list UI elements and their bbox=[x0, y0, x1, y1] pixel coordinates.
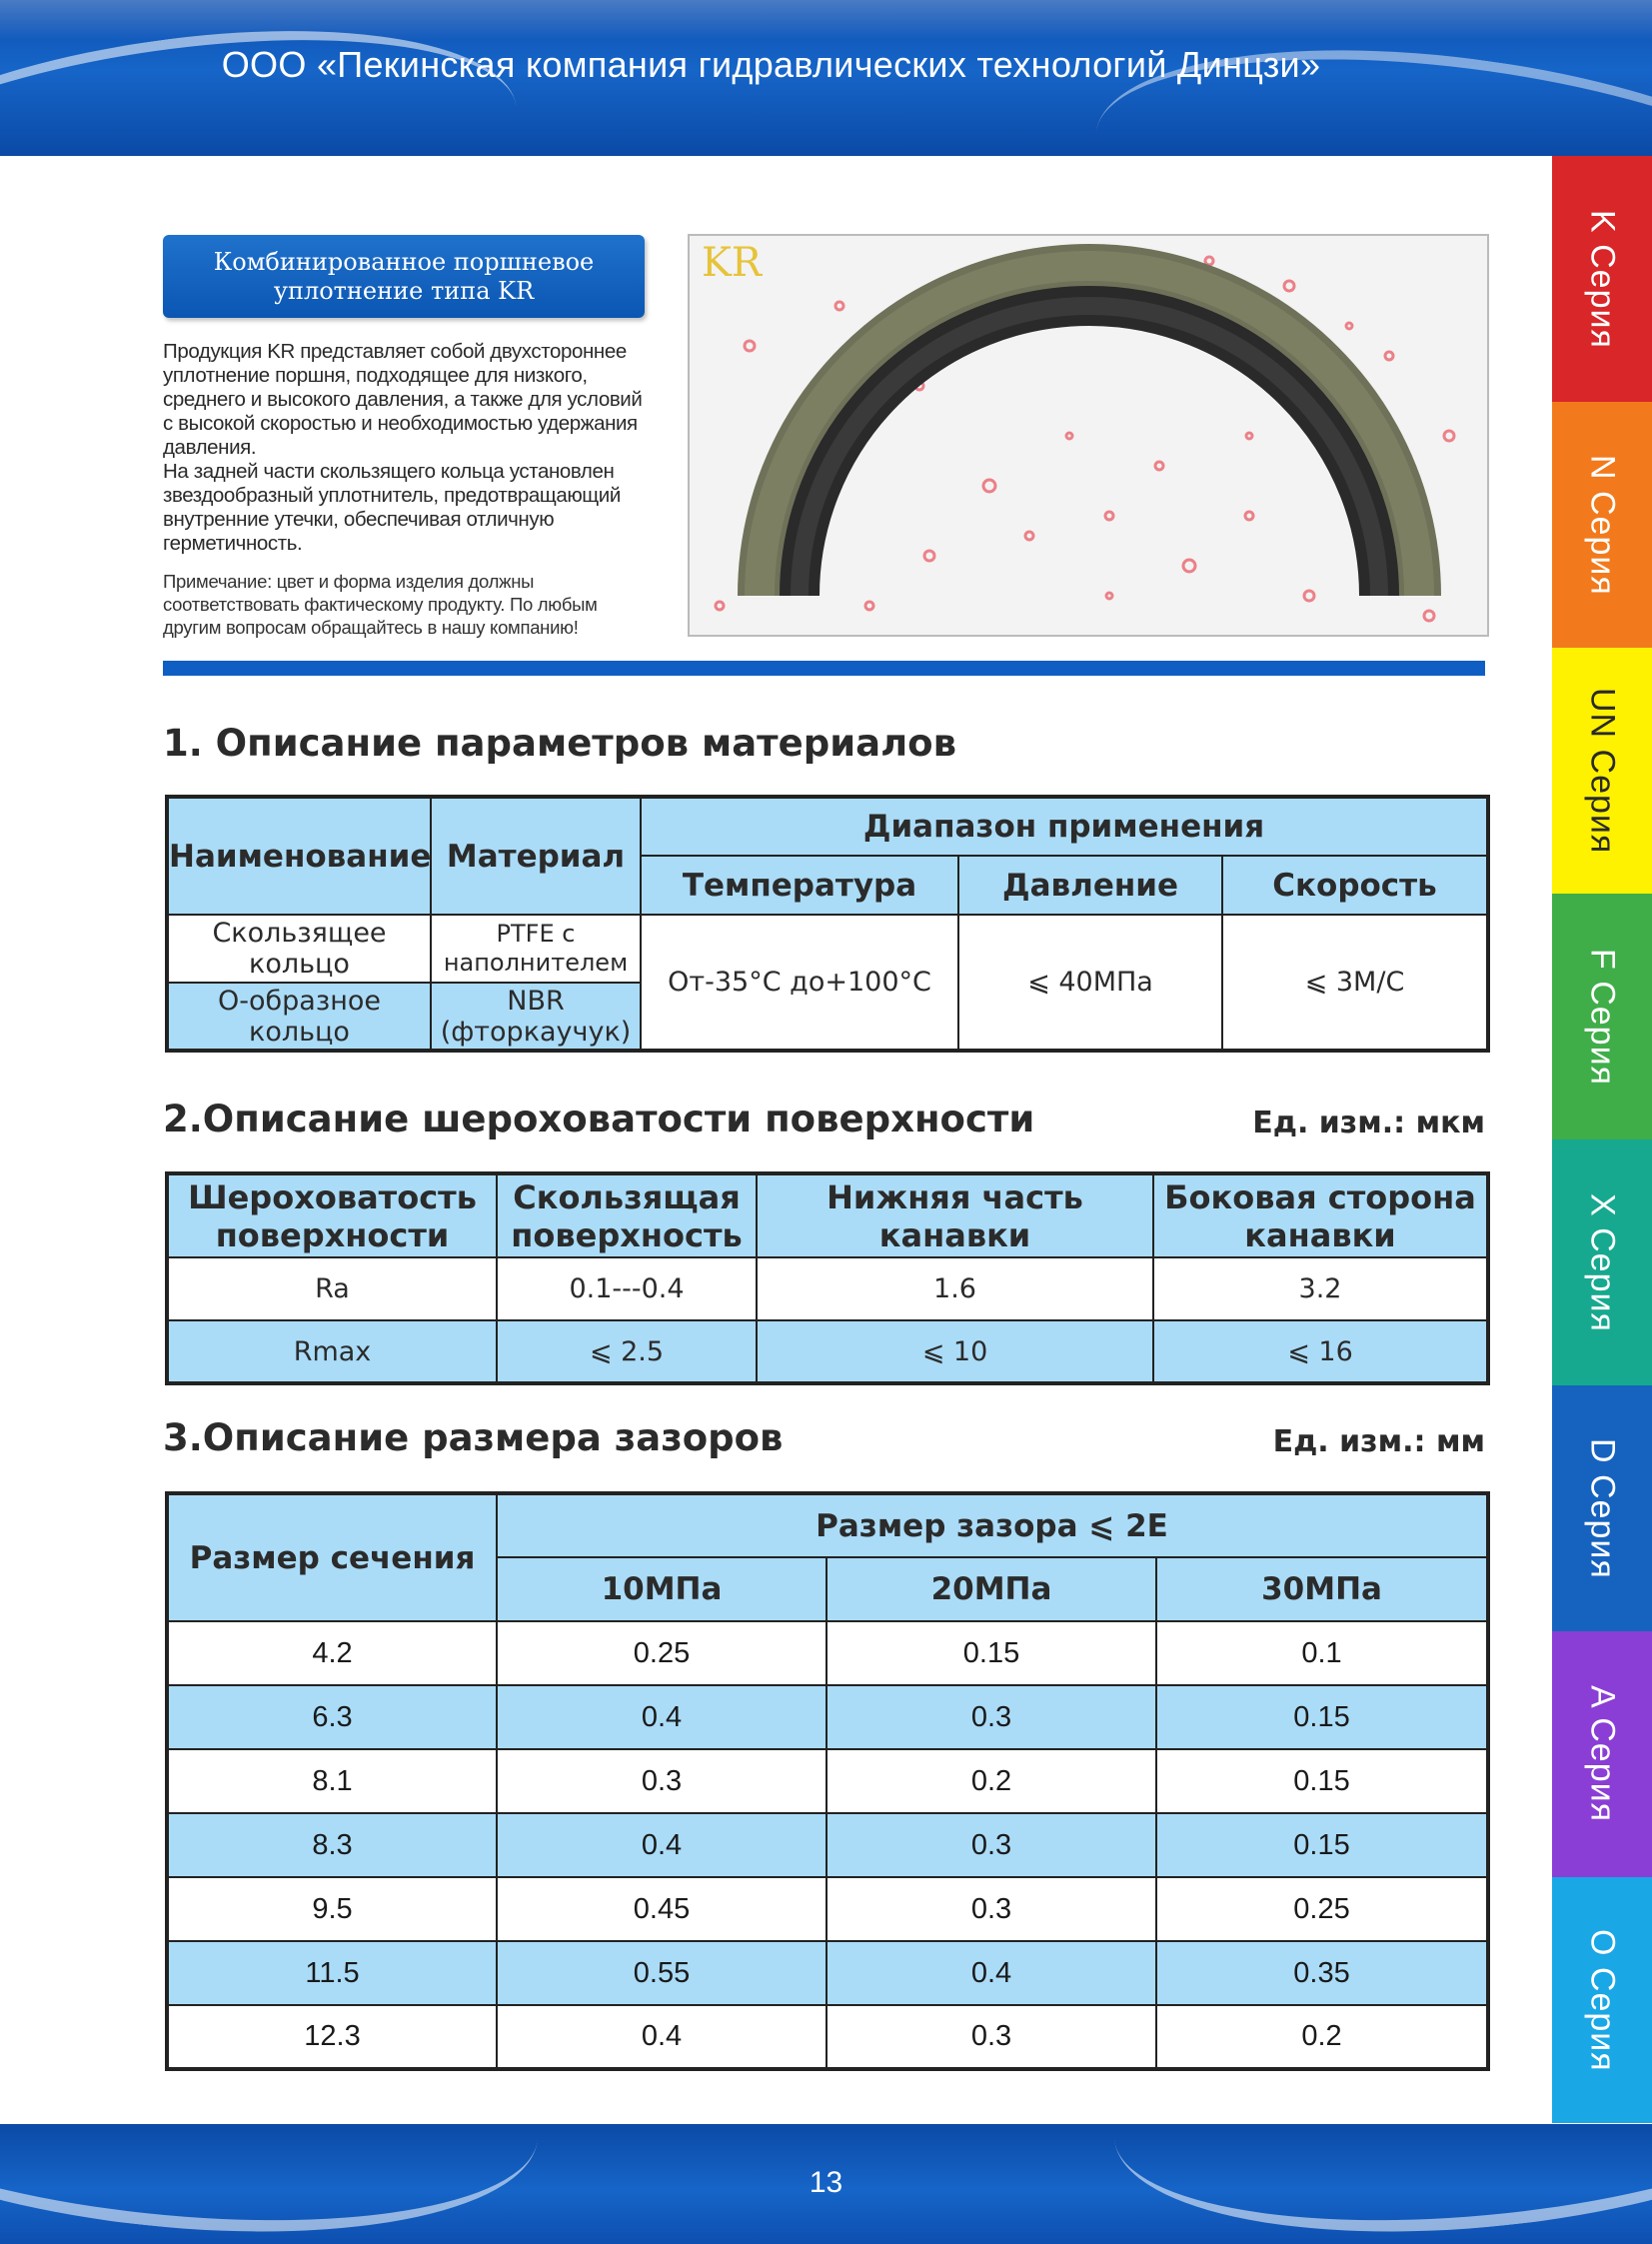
table-cell: 0.3 bbox=[826, 1877, 1156, 1941]
table-cell: 8.1 bbox=[167, 1749, 497, 1813]
product-title-badge bbox=[163, 235, 645, 318]
table-cell: ⩽ 2.5 bbox=[497, 1320, 757, 1383]
table-cell: 0.4 bbox=[497, 2005, 826, 2069]
table-cell: 0.3 bbox=[826, 2005, 1156, 2069]
series-tab-k[interactable] bbox=[1552, 156, 1652, 402]
table-cell: 11.5 bbox=[167, 1941, 497, 2005]
table-cell: 0.3 bbox=[497, 1749, 826, 1813]
header-pressure: Давление bbox=[958, 856, 1222, 915]
header-name: Наименование bbox=[167, 797, 431, 915]
series-tab-label: N Серия bbox=[1583, 454, 1622, 596]
table-cell: 0.15 bbox=[1156, 1813, 1488, 1877]
table-cell: 8.3 bbox=[167, 1813, 497, 1877]
speed-value: ⩽ 3М/С bbox=[1222, 915, 1488, 1051]
header-section-size: Размер сечения bbox=[167, 1493, 497, 1621]
description-paragraph-2: На задней части скользящего кольца установлен звездообразный уплотнитель, предотвращающий внутренние утечки, обеспечивая отличную герметичность. bbox=[163, 460, 621, 555]
header-pressure-3: 30МПа bbox=[1156, 1557, 1488, 1621]
series-tab-o[interactable] bbox=[1552, 1877, 1652, 2123]
section-2-unit: Ед. изм.: мкм bbox=[1252, 1106, 1485, 1140]
table-cell: 0.25 bbox=[1156, 1877, 1488, 1941]
table-cell: 0.2 bbox=[1156, 2005, 1488, 2069]
table-cell: 0.55 bbox=[497, 1941, 826, 2005]
table-cell: 0.3 bbox=[826, 1685, 1156, 1749]
table-cell: 0.4 bbox=[497, 1813, 826, 1877]
roughness-header-2: Скользящая поверхность bbox=[497, 1173, 757, 1257]
product-description bbox=[163, 340, 653, 556]
table-cell: 0.1---0.4 bbox=[497, 1257, 757, 1320]
table-cell: 0.35 bbox=[1156, 1941, 1488, 2005]
kr-seal-illustration bbox=[690, 236, 1487, 635]
header-pressure-1: 10МПа bbox=[497, 1557, 826, 1621]
series-tab-a[interactable] bbox=[1552, 1631, 1652, 1877]
page-number: 13 bbox=[809, 2166, 843, 2199]
table-cell: 0.15 bbox=[1156, 1749, 1488, 1813]
product-note: Примечание: цвет и форма изделия должны соответствовать фактическому продукту. По любым другим вопросам обращайтесь в нашу компанию! bbox=[163, 571, 598, 638]
section-3-unit: Ед. изм.: мм bbox=[1272, 1424, 1485, 1459]
series-tab-un[interactable] bbox=[1552, 648, 1652, 894]
table-cell: 0.2 bbox=[826, 1749, 1156, 1813]
series-tab-label: K Серия bbox=[1583, 209, 1622, 349]
row-1-name: Скользящее кольцо bbox=[167, 915, 431, 983]
row-1-material: PTFE с наполнителем bbox=[431, 915, 641, 983]
table-cell: ⩽ 16 bbox=[1153, 1320, 1488, 1383]
table-cell: 9.5 bbox=[167, 1877, 497, 1941]
materials-table bbox=[165, 795, 1490, 1053]
roughness-table bbox=[165, 1171, 1490, 1385]
section-1-title: 1. Описание параметров материалов bbox=[163, 722, 957, 765]
table-cell: ⩽ 10 bbox=[757, 1320, 1153, 1383]
series-tab-label: D Серия bbox=[1583, 1437, 1622, 1579]
table-cell: 0.25 bbox=[497, 1621, 826, 1685]
image-label: KR bbox=[702, 240, 762, 286]
roughness-header-1: Шероховатость поверхности bbox=[167, 1173, 497, 1257]
series-tab-n[interactable] bbox=[1552, 402, 1652, 648]
table-cell: 0.15 bbox=[826, 1621, 1156, 1685]
table-cell: 12.3 bbox=[167, 2005, 497, 2069]
table-cell: Rmax bbox=[167, 1320, 497, 1383]
table-cell: Ra bbox=[167, 1257, 497, 1320]
row-2-material: NBR (фторкаучук) bbox=[431, 983, 641, 1051]
table-cell: 0.1 bbox=[1156, 1621, 1488, 1685]
series-tab-d[interactable] bbox=[1552, 1385, 1652, 1631]
row-2-name: О-образное кольцо bbox=[167, 983, 431, 1051]
header-temperature: Температура bbox=[641, 856, 958, 915]
table-cell: 0.3 bbox=[826, 1813, 1156, 1877]
roughness-header-3: Нижняя часть канавки bbox=[757, 1173, 1153, 1257]
table-cell: 1.6 bbox=[757, 1257, 1153, 1320]
series-tab-label: A Серия bbox=[1583, 1685, 1622, 1823]
header-gap-size: Размер зазора ⩽ 2E bbox=[497, 1493, 1488, 1557]
section-2-title: 2.Описание шероховатости поверхности bbox=[163, 1098, 1035, 1140]
badge-line-2: уплотнение типа KR bbox=[273, 276, 535, 305]
badge-line-1: Комбинированное поршневое bbox=[213, 247, 595, 276]
roughness-header-4: Боковая сторона канавки bbox=[1153, 1173, 1488, 1257]
header-material: Материал bbox=[431, 797, 641, 915]
table-cell: 0.45 bbox=[497, 1877, 826, 1941]
table-cell: 0.15 bbox=[1156, 1685, 1488, 1749]
series-tab-label: F Серия bbox=[1583, 948, 1622, 1086]
series-tab-f[interactable] bbox=[1552, 894, 1652, 1139]
section-3-title: 3.Описание размера зазоров bbox=[163, 1416, 784, 1459]
page-header bbox=[0, 0, 1652, 156]
pressure-value: ⩽ 40МПа bbox=[958, 915, 1222, 1051]
series-tab-x[interactable] bbox=[1552, 1139, 1652, 1385]
table-cell: 0.4 bbox=[497, 1685, 826, 1749]
table-cell: 6.3 bbox=[167, 1685, 497, 1749]
header-range: Диапазон применения bbox=[641, 797, 1488, 856]
table-cell: 4.2 bbox=[167, 1621, 497, 1685]
table-cell: 0.4 bbox=[826, 1941, 1156, 2005]
section-divider bbox=[163, 661, 1485, 676]
description-paragraph-1: Продукция KR представляет собой двухстороннее уплотнение поршня, подходящее для низкого, среднего и высокого давления, а также для условий с высокой скоростью и необходимостью удержания давления. bbox=[163, 340, 643, 459]
series-tabs bbox=[1552, 156, 1652, 2124]
company-name: ООО «Пекинская компания гидравлических технологий Динцзи» bbox=[221, 44, 1321, 85]
header-speed: Скорость bbox=[1222, 856, 1488, 915]
table-cell: 3.2 bbox=[1153, 1257, 1488, 1320]
page-footer bbox=[0, 2124, 1652, 2244]
header-pressure-2: 20МПа bbox=[826, 1557, 1156, 1621]
series-tab-label: UN Серия bbox=[1583, 687, 1622, 855]
series-tab-label: X Серия bbox=[1583, 1192, 1622, 1332]
series-tab-label: O Серия bbox=[1583, 1928, 1622, 2072]
temperature-value: От-35°C до+100°C bbox=[641, 915, 958, 1051]
gap-size-table bbox=[165, 1491, 1490, 2071]
product-image bbox=[688, 234, 1489, 637]
